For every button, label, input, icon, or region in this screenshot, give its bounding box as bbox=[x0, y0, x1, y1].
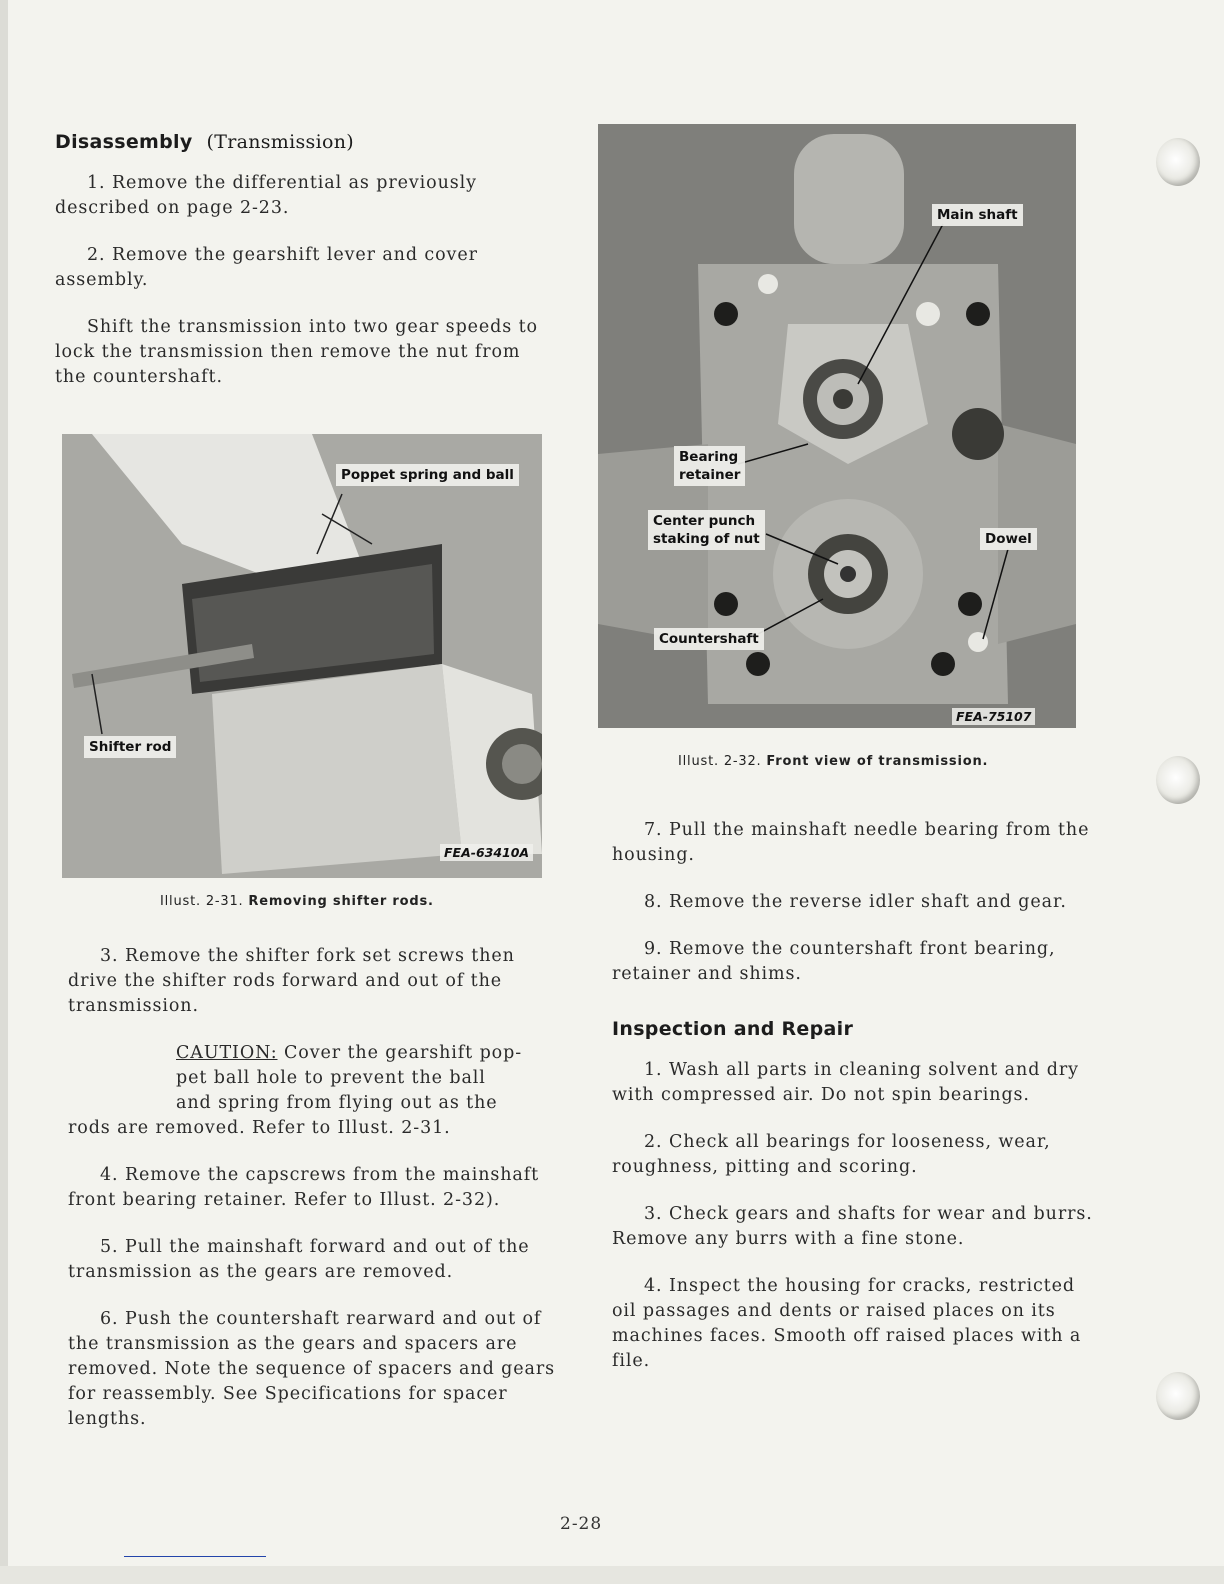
caution-label: CAUTION: bbox=[176, 1043, 278, 1063]
right-column bbox=[612, 818, 1102, 1396]
paragraph-step-9: 9. Remove the countershaft front bearing, retainer and shims. bbox=[612, 939, 1056, 984]
paragraph-shift: Shift the transmission into two gear speeds to lock the transmission then remove the nut from the countershaft. bbox=[55, 317, 538, 387]
caption-number: Illust. 2-32. bbox=[678, 754, 762, 769]
paragraph-inspect-1: 1. Wash all parts in cleaning solvent and dry with compressed air. Do not spin bearings. bbox=[612, 1060, 1079, 1105]
callout-countershaft: Countershaft bbox=[654, 628, 764, 650]
callout-bearing-line-2: retainer bbox=[679, 467, 741, 483]
heading-subtitle: (Transmission) bbox=[206, 131, 354, 153]
caution-line-2: pet ball hole to prevent the ball bbox=[176, 1068, 486, 1088]
callout-bearing-line-1: Bearing bbox=[679, 449, 739, 465]
caution-line-1 bbox=[68, 1041, 558, 1066]
paragraph-step-3: 3. Remove the shifter fork set screws then drive the shifter rods forward and out of the transmission. bbox=[68, 946, 515, 1016]
callout-bearing-retainer bbox=[674, 446, 745, 486]
paragraph-step-5: 5. Pull the mainshaft forward and out of the transmission as the gears are removed. bbox=[68, 1237, 530, 1282]
caution-line-3: and spring from flying out as the bbox=[176, 1093, 498, 1113]
paragraph-step-1: 1. Remove the differential as previously described on page 2-23. bbox=[55, 173, 477, 218]
page-edge bbox=[0, 0, 8, 1584]
caution-line-4: rods are removed. Refer to Illust. 2-31. bbox=[68, 1118, 451, 1138]
paragraph-step-4: 4. Remove the capscrews from the mainshaft front bearing retainer. Refer to Illust. 2-32). bbox=[68, 1165, 540, 1210]
paragraph-step-7: 7. Pull the mainshaft needle bearing from the housing. bbox=[612, 820, 1090, 865]
paragraph-step-6: 6. Push the countershaft rearward and out of the transmission as the gears and spacers are removed. Note the sequence of spacers and gears for reassembly. See Specifications for spacer lengths. bbox=[68, 1309, 555, 1429]
callout-punch-line-2: staking of nut bbox=[653, 531, 760, 547]
paragraph-inspect-4: 4. Inspect the housing for cracks, restricted oil passages and dents or raised places on its machines faces. Smooth off raised places with a file. bbox=[612, 1276, 1082, 1371]
caption-illust-2-32 bbox=[678, 754, 988, 769]
callout-punch-line-1: Center punch bbox=[653, 513, 756, 529]
photo-front-view-transmission bbox=[598, 124, 1076, 728]
paragraph-inspect-3: 3. Check gears and shafts for wear and burrs. Remove any burrs with a fine stone. bbox=[612, 1204, 1093, 1249]
page-number: 2-28 bbox=[560, 1514, 603, 1534]
photo-code-right: FEA-75107 bbox=[952, 708, 1035, 725]
photo-removing-shifter-rods bbox=[62, 434, 542, 878]
bottom-rule bbox=[124, 1556, 266, 1557]
page-bottom-edge bbox=[0, 1566, 1224, 1584]
callout-center-punch bbox=[648, 510, 765, 550]
photo-illustration bbox=[62, 434, 542, 878]
left-column-bottom bbox=[68, 944, 558, 1454]
caption-number: Illust. 2-31. bbox=[160, 894, 244, 909]
paragraph-inspect-2: 2. Check all bearings for looseness, wear, roughness, pitting and scoring. bbox=[612, 1132, 1051, 1177]
callout-poppet-spring-ball: Poppet spring and ball bbox=[336, 464, 519, 486]
paragraph-step-8: 8. Remove the reverse idler shaft and gear. bbox=[644, 892, 1067, 912]
caution-note bbox=[68, 1041, 558, 1141]
paragraph-step-2: 2. Remove the gearshift lever and cover assembly. bbox=[55, 245, 478, 290]
left-column-top bbox=[55, 130, 555, 412]
caption-illust-2-31 bbox=[160, 894, 434, 909]
binder-hole-top bbox=[1156, 138, 1200, 186]
heading-text: Disassembly bbox=[55, 131, 193, 153]
caption-text: Removing shifter rods. bbox=[248, 894, 434, 909]
section-heading-inspection: Inspection and Repair bbox=[612, 1018, 854, 1040]
binder-hole-middle bbox=[1156, 756, 1200, 804]
section-heading-disassembly bbox=[55, 130, 555, 155]
callout-shifter-rod: Shifter rod bbox=[84, 736, 176, 758]
callout-main-shaft: Main shaft bbox=[932, 204, 1023, 226]
callout-dowel: Dowel bbox=[980, 528, 1037, 550]
caution-text-1: Cover the gearshift pop- bbox=[283, 1043, 523, 1063]
caption-text: Front view of transmission. bbox=[766, 754, 989, 769]
binder-hole-bottom bbox=[1156, 1372, 1200, 1420]
photo-code-left: FEA-63410A bbox=[440, 844, 533, 861]
